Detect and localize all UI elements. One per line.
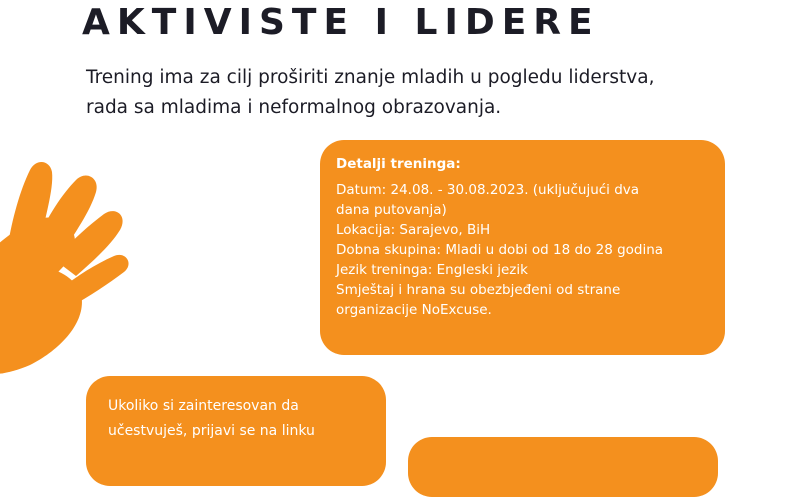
details-line: Datum: 24.08. - 30.08.2023. (uključujući dva (336, 182, 640, 198)
details-line: Lokacija: Sarajevo, BiH (336, 222, 491, 238)
extra-card (408, 437, 718, 497)
details-line: Dobna skupina: Mladi u dobi od 18 do 28 godina (336, 242, 664, 258)
cta-line: Ukoliko si zainteresovan da (108, 398, 299, 414)
page-title: AKTIVISTE I LIDERE (82, 2, 600, 43)
details-line: Jezik treninga: Engleski jezik (336, 262, 528, 278)
details-line: Smještaj i hrana su obezbjeđeni od strane (336, 282, 621, 298)
intro-line-1: Trening ima za cilj proširiti znanje mladih u pogledu liderstva, (86, 67, 655, 88)
details-line: dana putovanja) (336, 202, 447, 218)
apply-card (86, 376, 386, 486)
training-details-card (320, 140, 725, 355)
intro-text (86, 63, 736, 123)
intro-line-2: rada sa mladima i neformalnog obrazovanja. (86, 97, 502, 118)
details-heading: Detalji treninga: (336, 156, 461, 172)
cta-line: učestvuješ, prijavi se na linku (108, 423, 315, 439)
details-line: organizacije NoExcuse. (336, 302, 492, 318)
hand-icon (0, 150, 150, 380)
